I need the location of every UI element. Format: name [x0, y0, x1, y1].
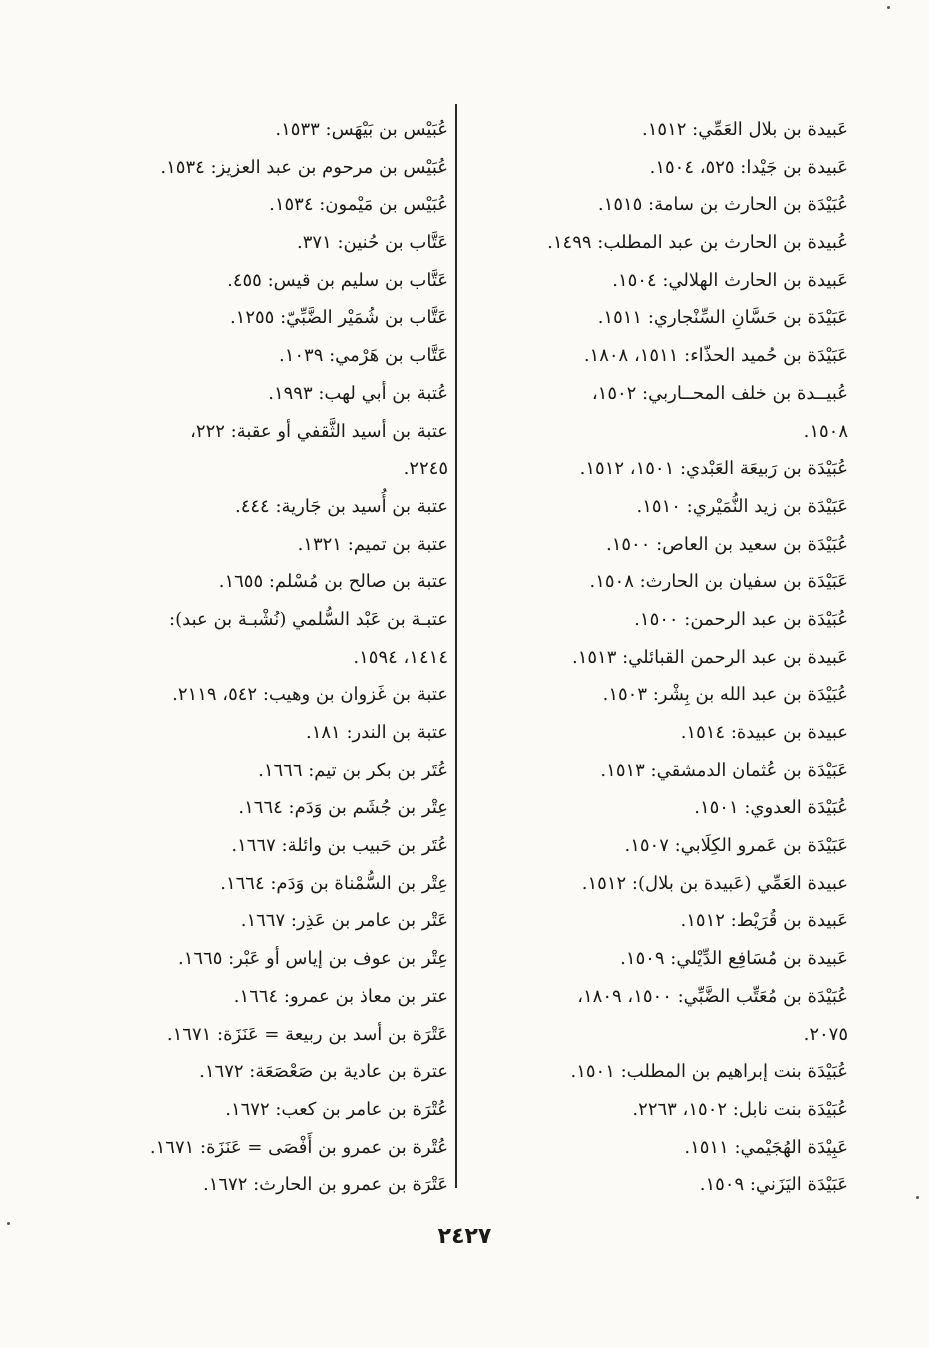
index-entry: عتبة بن أُسيد بن جَارية: ٤٤٤.	[234, 495, 448, 517]
index-entry: عَبيدة بن الحارث الهلالي: ١٥٠٤.	[612, 269, 848, 291]
page-number: ٢٤٢٧	[437, 1224, 492, 1249]
index-entry: عتبـة بن عَبْد السُّلمي (نُشْبـة بن عبد):	[169, 608, 448, 630]
index-entry: عَبيدة بن مُسَافِع الدِّيْلي: ١٥٠٩.	[620, 948, 848, 970]
index-entry: عُبَيْدَة بنت إبراهيم بن المطلب: ١٥٠١.	[570, 1061, 848, 1083]
index-entry: عَبَيْدَة بن عُثمان الدمشقي: ١٥١٣.	[600, 759, 848, 781]
index-entry: عتر بن معاذ بن عمرو: ١٦٦٤.	[233, 985, 448, 1007]
index-entry: عُبَيْدَة بنت نابل: ١٥٠٢، ٢٢٦٣.	[632, 1098, 848, 1120]
index-entry: عَتَّاب بن سليم بن قيس: ٤٥٥.	[227, 269, 448, 291]
index-entry-continuation: ١٤١٤، ١٥٩٤.	[353, 646, 448, 668]
index-entry: عَبَيْدَة بن حَسَّانِ السِّنْجاري: ١٥١١.	[597, 307, 848, 329]
index-entry: عترة بن عادية بن صَعْصَعَة: ١٦٧٢.	[199, 1061, 448, 1083]
index-entry: عتبة بن الندر: ١٨١.	[305, 722, 448, 743]
index-column-right	[468, 111, 848, 1204]
index-entry: عَبَيْدَة بن حُميد الحذّاء: ١٥١١، ١٨٠٨.	[583, 345, 848, 367]
index-entry: عُتْرَة بن عامر بن كعب: ١٦٧٢.	[225, 1098, 448, 1120]
index-entry: عَبيدة بن جَيْدا: ٥٢٥، ١٥٠٤.	[649, 156, 848, 178]
index-entry: عُبَيْس بن مرحوم بن عبد العزيز: ١٥٣٤.	[160, 156, 448, 178]
index-entry: عِتْر بن عوف بن إياس أو عَبْر: ١٦٦٥.	[177, 948, 448, 970]
index-entry: عُبَيْدَة بن سعيد بن العاص: ١٥٠٠.	[605, 533, 848, 555]
index-entry: عَبِيْدَة الهُجَيْمي: ١٥١١.	[684, 1136, 848, 1158]
index-entry: عَتَّاب بن هَرْمي: ١٠٣٩.	[278, 345, 448, 367]
index-entry: عَبيدة بن بلال العَمِّي: ١٥١٢.	[642, 119, 848, 140]
index-entry-continuation: ٢٠٧٥.	[803, 1023, 848, 1045]
index-entry-continuation: ١٥٠٨.	[803, 420, 848, 442]
column-divider	[455, 104, 457, 1188]
index-entry: عبيدة العَمِّي (عَبيدة بن بلال): ١٥١٢.	[581, 872, 848, 894]
index-entry: عبيدة بن عبيدة: ١٥١٤.	[680, 722, 848, 743]
index-entry: عُبَيْدَة بن مُعَتِّب الضَّبِّي: ١٥٠٠، ١٨٠٩،	[577, 985, 848, 1007]
scan-speck	[916, 1196, 919, 1199]
index-entry: عُبيــدة بن خلف المحــاربي: ١٥٠٢،	[591, 382, 848, 404]
index-entry: عَبَيْدَة بن عَمرو الكِلَابي: ١٥٠٧.	[624, 835, 848, 857]
index-entry: عَبيدة بن قُرَيْط: ١٥١٢.	[680, 910, 848, 932]
scan-speck	[7, 1222, 10, 1225]
index-entry: عُبَيْدَة بن رَبيعَة العَبْدي: ١٥٠١، ١٥١٢.	[579, 458, 848, 480]
index-column-left	[60, 111, 448, 1204]
index-entry: عُبيدة بن الحارث بن عبد المطلب: ١٤٩٩.	[547, 232, 848, 254]
index-entry: عَبَيْدَة بن سفيان بن الحارث: ١٥٠٨.	[589, 571, 848, 593]
index-entry: عِتْر بن جُشَم بن وَدَم: ١٦٦٤.	[238, 797, 448, 819]
index-entry: عتبة بن صالح بن مُسْلم: ١٦٥٥.	[218, 571, 448, 593]
index-entry: عُتْرة بن عمرو بن أَفْصَى = عَنَزَة: ١٦٧١.	[149, 1136, 448, 1158]
index-entry: عتبة بن تميم: ١٣٢١.	[297, 533, 448, 555]
index-entry: عَتْرَة بن عمرو بن الحارث: ١٦٧٢.	[202, 1174, 448, 1196]
index-entry: عُبَيْدَة بن الحارث بن سامة: ١٥١٥.	[597, 194, 848, 216]
index-entry: عتبة بن أسيد الثَّقفي أو عقبة: ٢٢٢،	[190, 420, 448, 442]
index-entry: عُبَيْدَة بن عبد الرحمن: ١٥٠٠.	[634, 608, 848, 630]
index-entry: عُبَيْس بن بَيْهَس: ١٥٣٣.	[275, 119, 448, 140]
index-entry: عُبَيْدَة العدوي: ١٥٠١.	[694, 797, 848, 819]
index-entry: عَتَّاب بن شُمَيْر الضَّبِّيّ: ١٢٥٥.	[229, 307, 448, 329]
index-entry: عُتَر بن بكر بن تيم: ١٦٦٦.	[258, 759, 448, 781]
index-entry: عِتْر بن السُّمْناة بن وَدَم: ١٦٦٤.	[220, 872, 448, 894]
index-entry: عَبيدة بن عبد الرحمن القبائلي: ١٥١٣.	[571, 646, 848, 668]
index-entry: عُتَر بن حَبيب بن وائلة: ١٦٦٧.	[231, 835, 448, 857]
index-entry: عُبَيْدَة بن عبد الله بن بِشْر: ١٥٠٣.	[602, 684, 848, 706]
index-entry: عُبَيْس بن مَيْمون: ١٥٣٤.	[269, 194, 448, 216]
index-entry: عَتْر بن عامر بن عَذِر: ١٦٦٧.	[240, 910, 448, 932]
index-entry: عَبَيْدَة بن زيد النُّمَيْري: ١٥١٠.	[636, 495, 848, 517]
index-entry: عَتَّاب بن حُنين: ٣٧١.	[297, 232, 448, 254]
index-entry: عتبة بن غَزوان بن وهيب: ٥٤٢، ٢١١٩.	[172, 684, 448, 706]
index-entry: عُتبة بن أبي لهب: ١٩٩٣.	[268, 382, 448, 404]
index-entry: عَتْرَة بن أسد بن ربيعة = عَنَزَة: ١٦٧١.	[166, 1023, 448, 1045]
scan-speck	[887, 6, 890, 9]
index-entry: عَبَيْدَة اليَزَني: ١٥٠٩.	[699, 1174, 848, 1196]
index-entry-continuation: ٢٢٤٥.	[403, 458, 448, 480]
